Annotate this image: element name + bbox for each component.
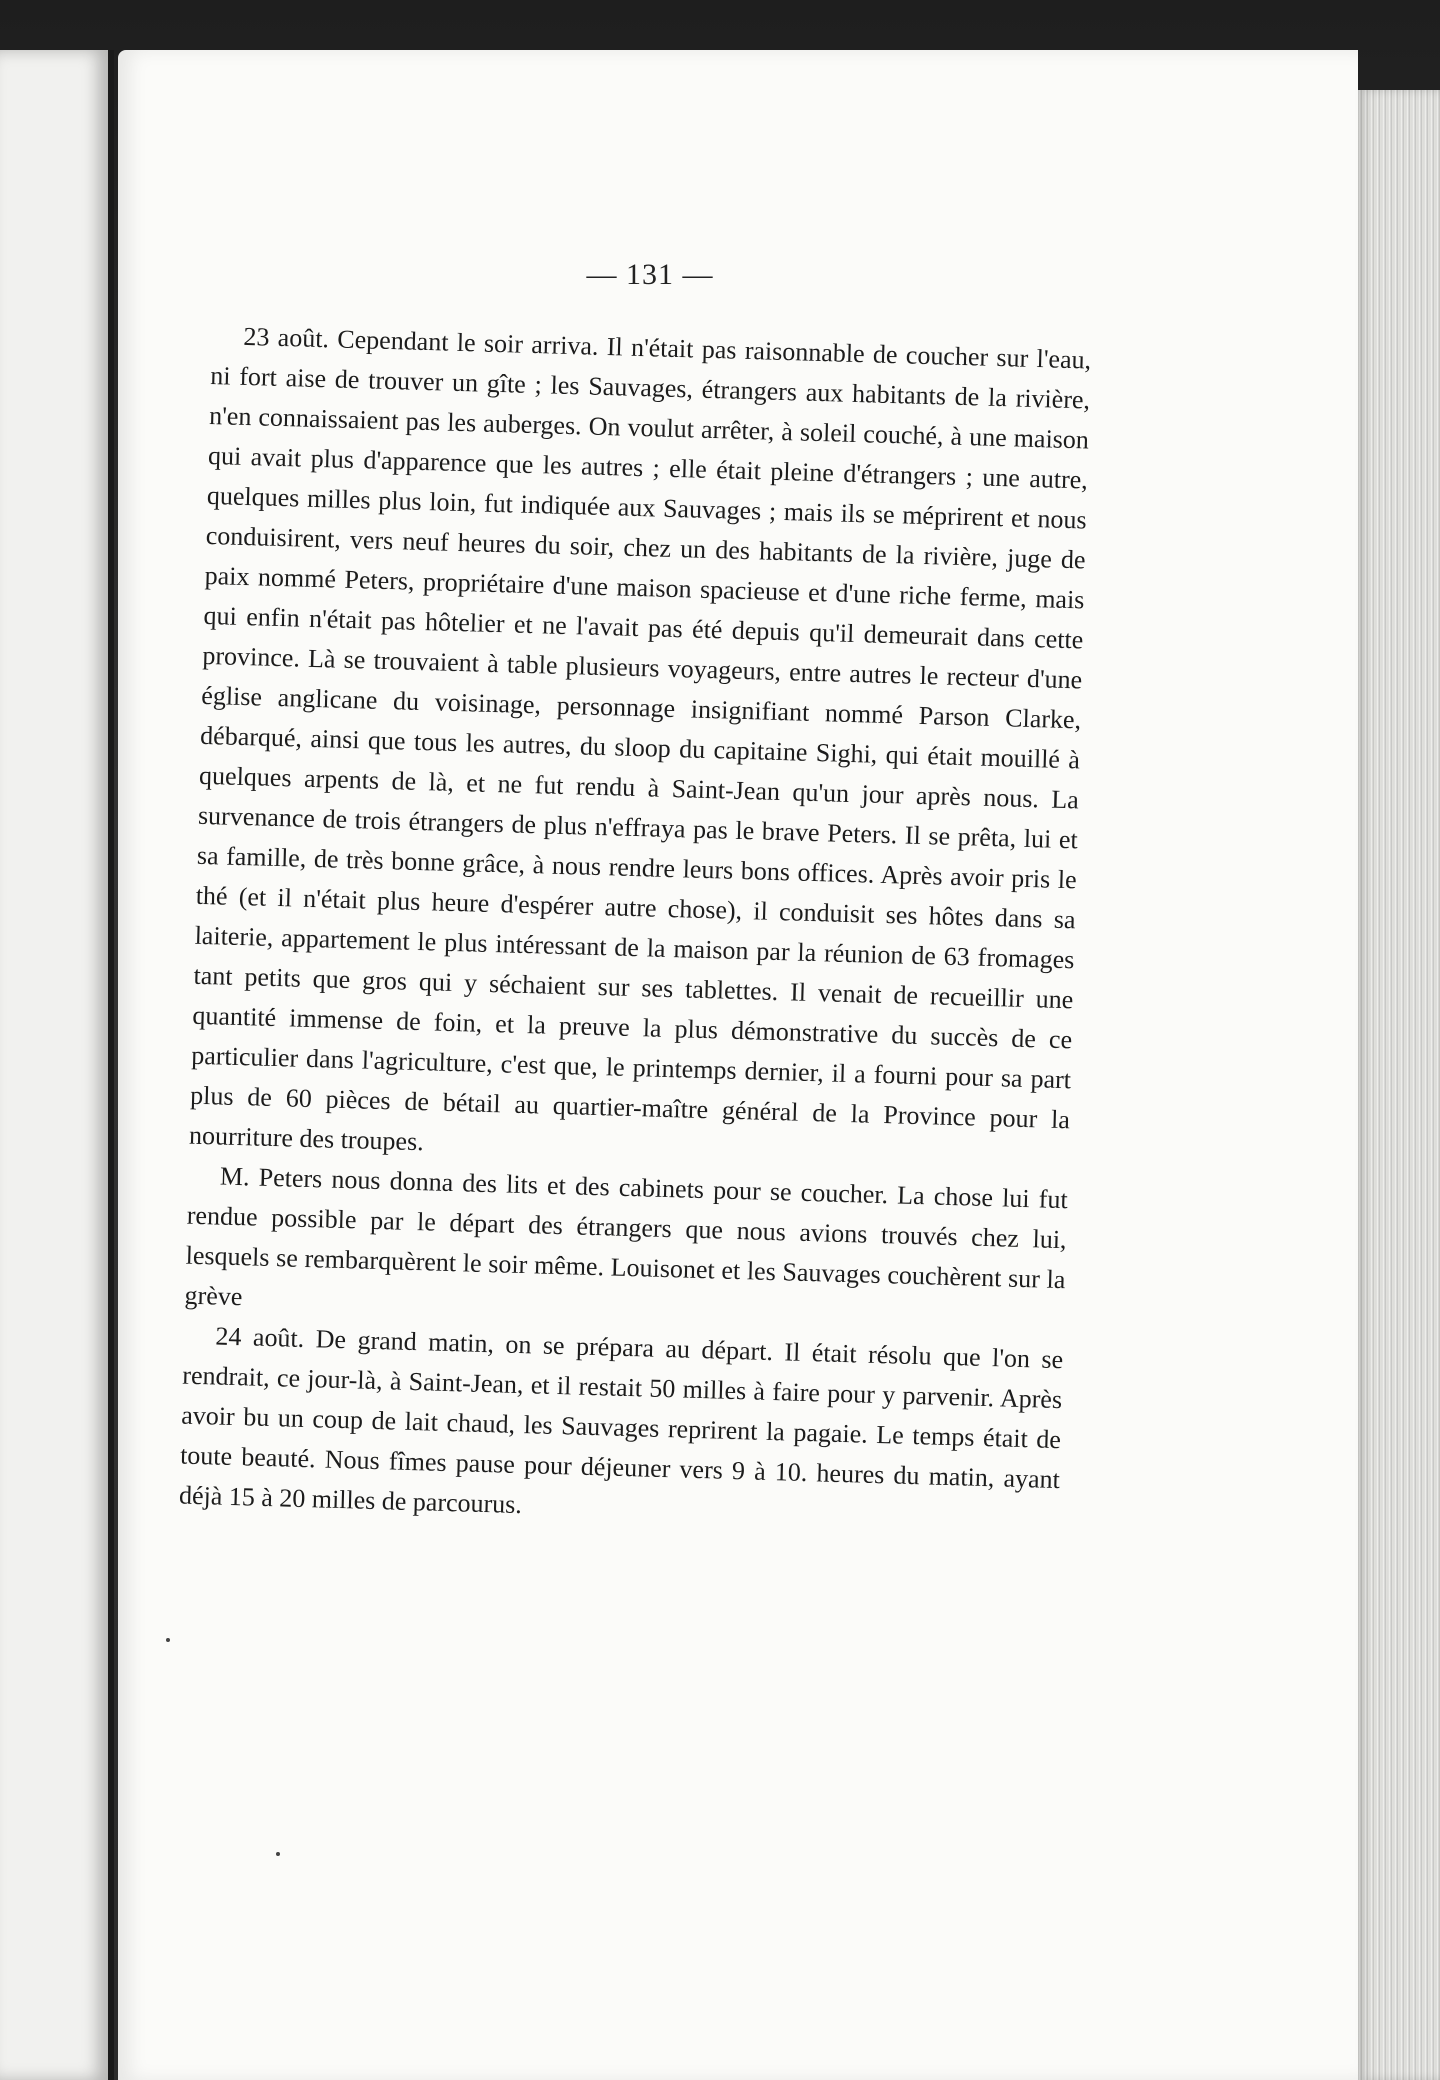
page-number: — 131 — — [586, 258, 714, 291]
paragraph-aug-24: 24 août. De grand matin, on se prépara au départ. Il était résolu que l'on se rendrait, ce jour-là, à Saint-Jean, et il restait 50 milles à faire pour y parvenir. Après avoir bu un coup de lait chaud, les Sauvages reprirent la pagaie. Le temps était de toute beauté. Nous fîmes pause pour déjeuner vers 9 à 10. heures du matin, ayant déjà 15 à 20 milles de parcourus. — [178, 1321, 1064, 1520]
paragraph-peters-beds: M. Peters nous donna des lits et des cabinets pour se coucher. La chose lui fut rendue possible par le départ des étrangers que nous avions trouvés chez lui, lesquels se rembarquèrent le soir même. Louisonet et les Sauvages couchèrent sur la grève — [184, 1161, 1069, 1312]
stray-ink-dot — [166, 1638, 170, 1642]
paragraph-aug-23: 23 août. Cependant le soir arriva. Il n'était pas raisonnable de coucher sur l'eau, ni fort aise de trouver un gîte ; les Sauvages, étrangers aux habitants de la rivière, n'en connaissaient pas les auberges. On voulut arrêter, à soleil couché, à une maison qui avait plus d'apparence que les autres ; elle était pleine d'étrangers ; une autre, quelques milles plus loin, fut indiquée aux Sauvages ; mais ils se méprirent et nous conduisirent, vers neuf heures du soir, chez un des habitants de la rivière, juge de paix nommé Peters, propriétaire d'une maison spacieuse et d'une riche ferme, mais qui enfin n'était pas hôtelier et ne l'avait pas été depuis qu'il demeurait dans cette province. Là se trouvaient à table plusieurs voyageurs, entre autres le recteur d'une église anglicane du voisinage, personnage insignifiant nommé Parson Clarke, débarqué, ainsi que tous les autres, du sloop du capitaine Sighi, qui était mouillé à quelques arpents de là, et ne fut rendu à Saint-Jean qu'un jour après nous. La survenance de trois étrangers de plus n'effraya pas le brave Peters. Il se prêta, lui et sa famille, de très bonne grâce, à nous rendre leurs bons offices. Après avoir pris le thé (et il n'était plus heure d'espérer autre chose), il conduisit ses hôtes dans sa laiterie, appartement le plus intéressant de la maison par la réunion de 63 fromages tant petits que gros qui y séchaient sur ses tablettes. Il venait de recueillir une quantité immense de foin, et la preuve la plus démonstrative du succès de ce particulier dans l'agriculture, c'est que, le printemps dernier, il a fourni pour sa part plus de 60 pièces de bétail au quartier-maître général de la Province pour la nourriture des troupes. — [188, 321, 1092, 1157]
body-text — [178, 316, 1091, 1540]
stray-ink-dot — [276, 1852, 280, 1856]
facing-page-edge — [0, 50, 114, 2080]
stacked-page-edges — [1358, 90, 1440, 2080]
